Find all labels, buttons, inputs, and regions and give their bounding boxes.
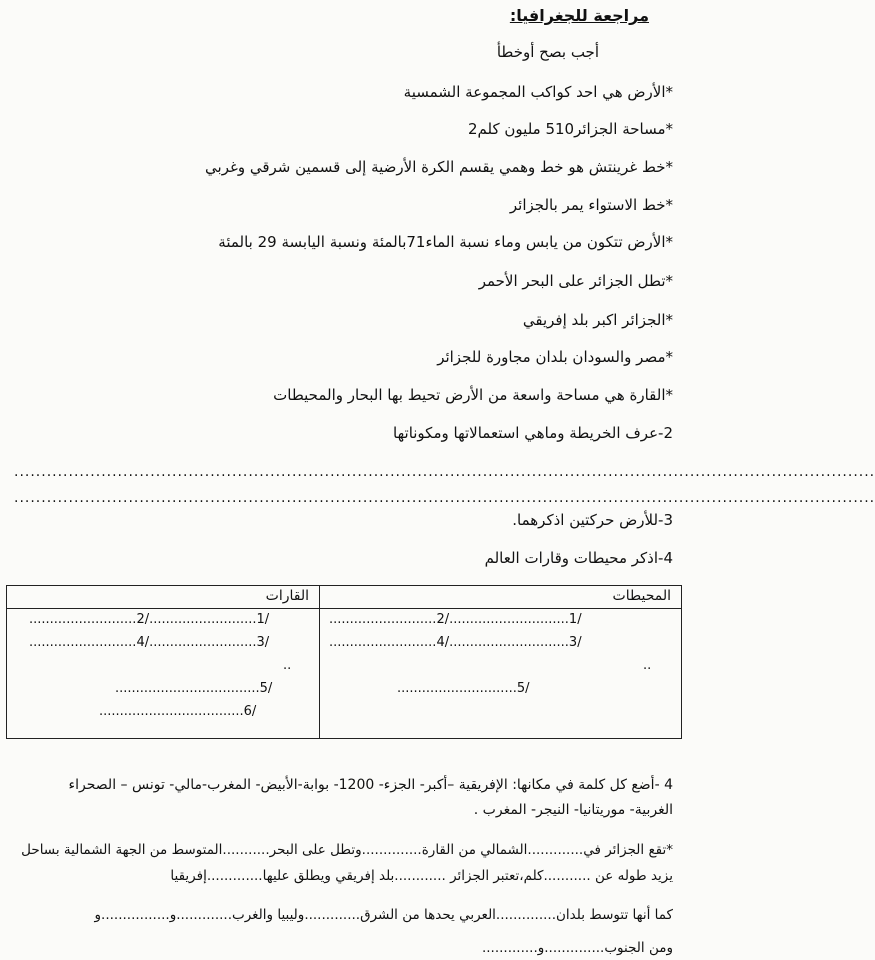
table-cell: ...................................5/ — [115, 681, 273, 696]
table-cell: .. — [283, 658, 292, 673]
question-5-line-1: 4 -أضع كل كلمة في مكانها: الإفريقية –أكبر- الجزء- 1200- بوابة-الأبيض- المغرب-مالي- تونس – الصحراء — [68, 777, 673, 793]
answer-dots-line: .............................................................................................................................................................. — [14, 464, 875, 480]
statement-4: *خط الاستواء يمر بالجزائر — [509, 196, 673, 214]
statement-2: *مساحة الجزائر510 مليون كلم2 — [468, 120, 673, 138]
fill-in-line-3: كما أنها تتوسط بلدان..............العربي يحدها من الشرق.............وليبيا والغرب.............و................و — [94, 907, 673, 923]
table-header-continents: القارات — [265, 588, 309, 604]
question-5-line-2: الغربية- موريتانيا- النيجر- المغرب . — [473, 802, 673, 818]
statement-6: *تطل الجزائر على البحر الأحمر — [478, 272, 673, 290]
table-cell: ..........................2/..........................1/ — [29, 612, 270, 627]
statement-7: *الجزائر اكبر بلد إفريقي — [522, 311, 673, 329]
question-3: 3-للأرض حركتين اذكرهما. — [512, 511, 673, 529]
statement-8: *مصر والسودان بلدان مجاورة للجزائر — [437, 348, 673, 366]
question-2: 2-عرف الخريطة وماهي استعمالاتها ومكوناتها — [393, 424, 673, 442]
table-cell: ..........................4/.............................3/ — [329, 635, 582, 650]
fill-in-line-1: *تقع الجزائر في.............الشمالي من القارة..............وتطل على البحر...........المتوسط من الجهة الشمالية بساحل — [21, 842, 673, 858]
statement-3: *خط غرينتش هو خط وهمي يقسم الكرة الأرضية إلى قسمين شرقي وغربي — [205, 158, 673, 176]
table-cell: ...................................6/ — [99, 704, 257, 719]
statement-9: *القارة هي مساحة واسعة من الأرض تحيط بها البحار والمحيطات — [273, 386, 673, 404]
table-header-divider — [7, 608, 681, 609]
answer-dots-line: .............................................................................................................................................................. — [14, 490, 875, 506]
question-4: 4-اذكر محيطات وقارات العالم — [484, 549, 673, 567]
table-cell: ..........................4/..........................3/ — [29, 635, 270, 650]
table-cell: ..........................2/.............................1/ — [329, 612, 582, 627]
table-header-oceans: المحيطات — [612, 588, 671, 604]
fill-in-line-4: ومن الجنوب..............و............. — [481, 940, 673, 956]
oceans-continents-table — [6, 585, 682, 739]
statement-1: *الأرض هي احد كواكب المجموعة الشمسية — [403, 83, 673, 101]
page-title: مراجعة للجغرافيا: — [509, 6, 649, 25]
table-cell: .. — [643, 658, 652, 673]
instruction-text: أجب بصح أوخطأ — [496, 43, 599, 61]
fill-in-line-2: يزيد طوله عن ...........كلم،تعتبر الجزائر ............بلد إفريقي ويطلق عليها.............إفريقيا — [170, 868, 673, 884]
statement-5: *الأرض تتكون من يابس وماء نسبة الماء71بالمئة ونسبة اليابسة 29 بالمئة — [218, 233, 673, 251]
table-cell: .............................5/ — [397, 681, 530, 696]
